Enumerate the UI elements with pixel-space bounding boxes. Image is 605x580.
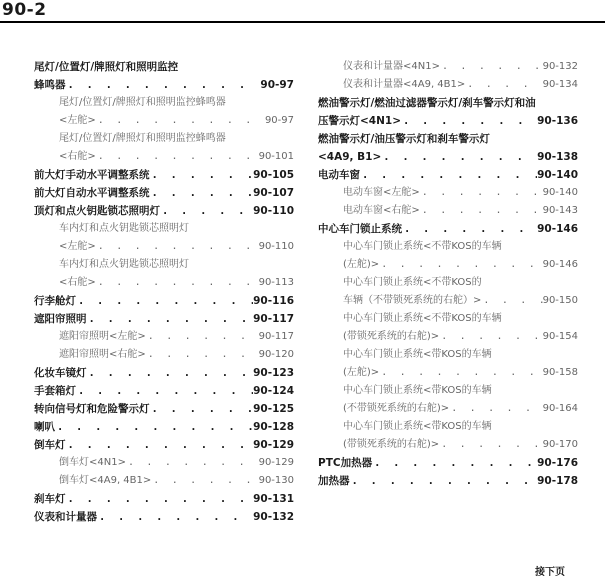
toc-entry-title: 车辆（不带锁死系统的右舵）> bbox=[343, 295, 482, 306]
toc-entry-title: (带锁死系统的右舵)> bbox=[343, 331, 440, 342]
toc-entry[interactable] bbox=[318, 112, 578, 130]
toc-entry-title: 仪表和计量器<4A9, 4B1> bbox=[343, 79, 466, 90]
toc-leader-dots bbox=[465, 76, 542, 94]
toc-entry-title: <右舵> bbox=[59, 151, 96, 162]
toc-entry-page: 90-176 bbox=[537, 457, 578, 469]
toc-entry-title: 中心车门锁止系统<带KOS的车辆 bbox=[343, 385, 492, 396]
toc-leader-dots bbox=[66, 76, 261, 94]
toc-entry-page: 90-97 bbox=[260, 79, 294, 91]
toc-leader-dots bbox=[372, 454, 537, 472]
toc-leader-dots bbox=[401, 112, 537, 130]
toc-entry[interactable] bbox=[34, 202, 294, 220]
toc-entry[interactable] bbox=[318, 220, 578, 238]
toc-entry-title: 化妆车镜灯 bbox=[34, 367, 87, 379]
toc-leader-dots bbox=[360, 166, 537, 184]
toc-entry-title: <左舵> bbox=[59, 241, 96, 252]
toc-entry-title: (带锁死系统的右舵)> bbox=[343, 439, 440, 450]
toc-leader-dots bbox=[146, 328, 259, 346]
toc-entry[interactable] bbox=[318, 292, 578, 310]
page-header bbox=[0, 0, 605, 22]
toc-entry[interactable] bbox=[318, 58, 578, 76]
toc-entry-page: 90-132 bbox=[542, 61, 578, 72]
toc-entry[interactable] bbox=[318, 166, 578, 184]
toc-entry-page: 90-154 bbox=[542, 331, 578, 342]
toc-leader-dots bbox=[439, 436, 542, 454]
toc-entry-title: 行李舱灯 bbox=[34, 295, 76, 307]
toc-entry[interactable] bbox=[34, 328, 294, 346]
toc-entry-title: 尾灯/位置灯/牌照灯和照明监控蜂鸣器 bbox=[59, 133, 226, 144]
toc-entry-title: 喇叭 bbox=[34, 421, 55, 433]
toc-entry[interactable] bbox=[34, 184, 294, 202]
toc-leader-dots bbox=[96, 238, 259, 256]
continued-note: 接下页 bbox=[535, 567, 565, 578]
toc-entry-title: PTC加热器 bbox=[318, 457, 373, 469]
toc-entry[interactable] bbox=[318, 76, 578, 94]
toc-entry[interactable] bbox=[318, 346, 578, 364]
toc-entry-title: 倒车灯<4A9, 4B1> bbox=[59, 475, 152, 486]
toc-entry[interactable] bbox=[318, 274, 578, 292]
toc-entry-page: 90-105 bbox=[253, 169, 294, 181]
toc-entry-title: (左舵)> bbox=[343, 259, 380, 270]
toc-entry-page: 90-107 bbox=[253, 187, 294, 199]
page-number: 90-2 bbox=[2, 0, 47, 20]
toc-entry-title: 遮阳帘照明<左舵> bbox=[59, 331, 146, 342]
toc-leader-dots bbox=[76, 382, 253, 400]
toc-leader-dots bbox=[420, 184, 543, 202]
toc-entry[interactable] bbox=[318, 382, 578, 400]
toc-leader-dots bbox=[420, 202, 543, 220]
toc-entry[interactable] bbox=[34, 130, 294, 148]
toc-entry-title: 中心车门锁止系统<带KOS的车辆 bbox=[343, 421, 492, 432]
toc-entry-page: 90-117 bbox=[258, 331, 294, 342]
toc-entry[interactable] bbox=[318, 418, 578, 436]
toc-entry-page: 90-140 bbox=[542, 187, 578, 198]
toc-entry-title: 中心车门锁止系统<不带KOS的车辆 bbox=[343, 313, 502, 324]
toc-entry-page: 90-132 bbox=[253, 511, 294, 523]
toc-entry-title: 压警示灯<4N1> bbox=[318, 115, 401, 127]
toc-entry[interactable] bbox=[34, 346, 294, 364]
toc-entry[interactable] bbox=[318, 400, 578, 418]
toc-entry[interactable] bbox=[318, 472, 578, 490]
toc-entry-page: 90-138 bbox=[537, 151, 578, 163]
toc-entry-page: 90-129 bbox=[253, 439, 294, 451]
toc-entry-page: 90-123 bbox=[253, 367, 294, 379]
toc-entry-title: 蜂鸣器 bbox=[34, 79, 66, 91]
toc-entry-title: 刹车灯 bbox=[34, 493, 66, 505]
toc-entry[interactable] bbox=[34, 400, 294, 418]
toc-entry-page: 90-143 bbox=[542, 205, 578, 216]
toc-entry[interactable] bbox=[34, 112, 294, 130]
toc-leader-dots bbox=[481, 292, 542, 310]
toc-entry[interactable] bbox=[34, 454, 294, 472]
toc-entry-title: 前大灯手动水平调整系统 bbox=[34, 169, 150, 181]
toc-leader-dots bbox=[440, 58, 543, 76]
toc-entry-title: 电动车窗 bbox=[318, 169, 360, 181]
toc-entry-title: <右舵> bbox=[59, 277, 96, 288]
toc-leader-dots bbox=[449, 400, 542, 418]
toc-leader-dots bbox=[146, 346, 259, 364]
toc-leader-dots bbox=[96, 274, 259, 292]
toc-entry[interactable] bbox=[318, 310, 578, 328]
toc-entry-title: 中心车门锁止系统 bbox=[318, 223, 402, 235]
toc-entry-title: 中心车门锁止系统<不带KOS的车辆 bbox=[343, 241, 502, 252]
toc-leader-dots bbox=[76, 292, 253, 310]
toc-entry-title: <左舵> bbox=[59, 115, 96, 126]
toc-entry[interactable] bbox=[34, 436, 294, 454]
toc-leader-dots bbox=[96, 112, 265, 130]
toc-entry-page: 90-134 bbox=[542, 79, 578, 90]
toc-entry-title: (不带锁死系统的右舵)> bbox=[343, 403, 450, 414]
toc-entry-page: 90-110 bbox=[253, 205, 294, 217]
toc-entry-page: 90-129 bbox=[258, 457, 294, 468]
toc-entry-page: 90-116 bbox=[253, 295, 294, 307]
toc-entry-page: 90-117 bbox=[253, 313, 294, 325]
toc-entry-title: 遮阳帘照明<右舵> bbox=[59, 349, 146, 360]
toc-entry[interactable] bbox=[318, 328, 578, 346]
toc-entry-page: 90-128 bbox=[253, 421, 294, 433]
toc-entry[interactable] bbox=[34, 76, 294, 94]
toc-entry-page: 90-97 bbox=[264, 115, 294, 126]
toc-entry-title: 车内灯和点火钥匙锁芯照明灯 bbox=[59, 223, 189, 234]
toc-leader-dots bbox=[402, 220, 537, 238]
toc-entry-title: 前大灯自动水平调整系统 bbox=[34, 187, 150, 199]
toc-left-column bbox=[34, 58, 294, 526]
toc-entry-page: 90-146 bbox=[542, 259, 578, 270]
toc-entry-page: 90-131 bbox=[253, 493, 294, 505]
toc-entry-page: 90-113 bbox=[258, 277, 294, 288]
toc-leader-dots bbox=[381, 148, 537, 166]
toc-entry[interactable] bbox=[34, 238, 294, 256]
toc-entry-page: 90-170 bbox=[542, 439, 578, 450]
toc-entry[interactable] bbox=[34, 382, 294, 400]
toc-entry[interactable] bbox=[318, 130, 578, 148]
toc-entry-page: 90-140 bbox=[537, 169, 578, 181]
toc-entry[interactable] bbox=[34, 310, 294, 328]
toc-entry[interactable] bbox=[34, 58, 294, 76]
toc-entry[interactable] bbox=[34, 472, 294, 490]
toc-entry[interactable] bbox=[318, 94, 578, 112]
toc-entry[interactable] bbox=[318, 202, 578, 220]
toc-entry-title: 转向信号灯和危险警示灯 bbox=[34, 403, 150, 415]
toc-entry-page: 90-164 bbox=[542, 403, 578, 414]
toc-entry[interactable] bbox=[34, 508, 294, 526]
toc-leader-dots bbox=[66, 490, 254, 508]
toc-entry-page: 90-120 bbox=[258, 349, 294, 360]
toc-entry-title: 尾灯/位置灯/牌照灯和照明监控 bbox=[34, 61, 179, 73]
toc-entry-title: 仪表和计量器 bbox=[34, 511, 97, 523]
toc-entry-title: 顶灯和点火钥匙锁芯照明灯 bbox=[34, 205, 160, 217]
toc-entry-page: 90-130 bbox=[258, 475, 294, 486]
toc-leader-dots bbox=[350, 472, 538, 490]
toc-leader-dots bbox=[96, 148, 259, 166]
toc-leader-dots bbox=[66, 436, 254, 454]
toc-entry-title: 中心车门锁止系统<带KOS的车辆 bbox=[343, 349, 492, 360]
toc-leader-dots bbox=[160, 202, 253, 220]
toc-entry[interactable] bbox=[318, 238, 578, 256]
toc-entry-title: 车内灯和点火钥匙锁芯照明灯 bbox=[59, 259, 189, 270]
toc-entry-title: 尾灯/位置灯/牌照灯和照明监控蜂鸣器 bbox=[59, 97, 226, 108]
toc-entry[interactable] bbox=[318, 184, 578, 202]
toc-entry-title: 加热器 bbox=[318, 475, 350, 487]
toc-entry[interactable] bbox=[34, 274, 294, 292]
toc-entry[interactable] bbox=[318, 454, 578, 472]
toc-entry-title: 倒车灯 bbox=[34, 439, 66, 451]
toc-entry-page: 90-125 bbox=[253, 403, 294, 415]
toc-leader-dots bbox=[379, 364, 542, 382]
toc-entry[interactable] bbox=[318, 436, 578, 454]
toc-entry-title: (左舵)> bbox=[343, 367, 380, 378]
toc-entry-title: 燃油警示灯/油压警示灯和刹车警示灯 bbox=[318, 133, 490, 145]
toc-entry[interactable] bbox=[318, 148, 578, 166]
toc-leader-dots bbox=[379, 256, 542, 274]
header-rule bbox=[0, 21, 605, 23]
toc-leader-dots bbox=[150, 184, 254, 202]
toc-leader-dots bbox=[126, 454, 259, 472]
toc-entry[interactable] bbox=[34, 292, 294, 310]
toc-entry[interactable] bbox=[318, 364, 578, 382]
toc-leader-dots bbox=[87, 364, 254, 382]
toc-entry-title: 遮阳帘照明 bbox=[34, 313, 87, 325]
toc-entry-title: 电动车窗<左舵> bbox=[343, 187, 420, 198]
toc-entry[interactable] bbox=[34, 148, 294, 166]
toc-leader-dots bbox=[97, 508, 253, 526]
toc-entry-page: 90-101 bbox=[258, 151, 294, 162]
toc-entry-title: 手套箱灯 bbox=[34, 385, 76, 397]
toc-entry-page: 90-110 bbox=[258, 241, 294, 252]
toc-entry-title: <4A9, B1> bbox=[318, 151, 382, 163]
toc-leader-dots bbox=[87, 310, 254, 328]
toc-entry-title: 仪表和计量器<4N1> bbox=[343, 61, 440, 72]
toc-entry[interactable] bbox=[34, 220, 294, 238]
toc-leader-dots bbox=[150, 400, 254, 418]
toc-entry[interactable] bbox=[34, 166, 294, 184]
toc-entry[interactable] bbox=[34, 256, 294, 274]
toc-entry-page: 90-136 bbox=[537, 115, 578, 127]
toc-right-column bbox=[318, 58, 578, 490]
toc-leader-dots bbox=[150, 166, 254, 184]
toc-entry-page: 90-158 bbox=[542, 367, 578, 378]
toc-entry-title: 倒车灯<4N1> bbox=[59, 457, 126, 468]
toc-entry-page: 90-150 bbox=[542, 295, 578, 306]
toc-entry-page: 90-146 bbox=[537, 223, 578, 235]
toc-entry[interactable] bbox=[34, 364, 294, 382]
toc-entry[interactable] bbox=[34, 490, 294, 508]
toc-leader-dots bbox=[439, 328, 542, 346]
toc-entry[interactable] bbox=[34, 418, 294, 436]
toc-entry-title: 电动车窗<右舵> bbox=[343, 205, 420, 216]
toc-entry-title: 中心车门锁止系统<不带KOS的 bbox=[343, 277, 482, 288]
toc-entry-page: 90-124 bbox=[253, 385, 294, 397]
toc-entry-title: 燃油警示灯/燃油过滤器警示灯/刹车警示灯和油 bbox=[318, 97, 536, 109]
toc-leader-dots bbox=[55, 418, 253, 436]
toc-entry[interactable] bbox=[34, 94, 294, 112]
toc-entry[interactable] bbox=[318, 256, 578, 274]
toc-entry-page: 90-178 bbox=[537, 475, 578, 487]
toc-leader-dots bbox=[151, 472, 258, 490]
